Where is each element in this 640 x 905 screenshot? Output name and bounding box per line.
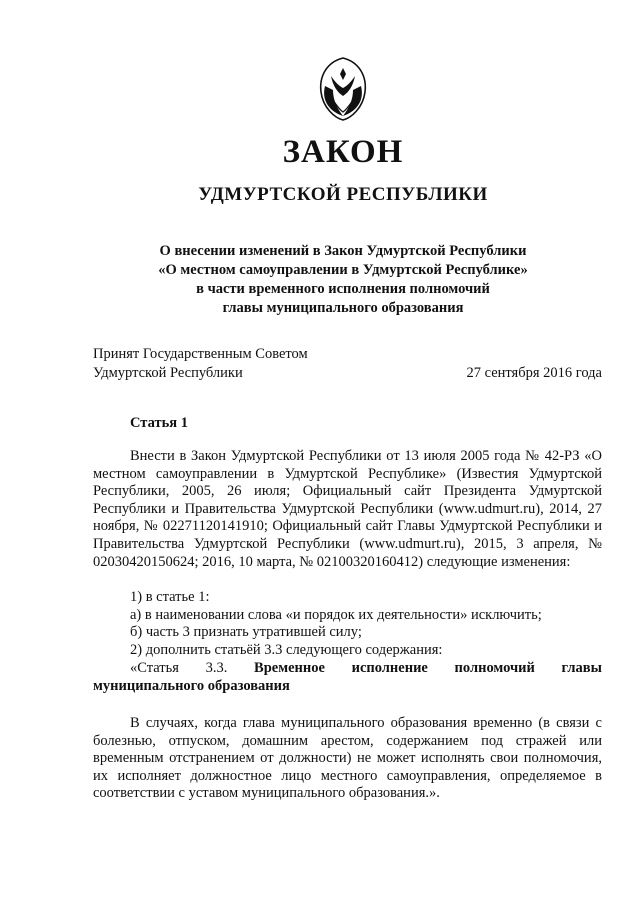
heading-word: 3.3. (205, 660, 228, 676)
heading-word: «Статья (130, 660, 179, 676)
new-article-paragraph: В случаях, когда глава муниципального образования временно (в связи с болезнью, отпуском, домашним арестом, содержанием под стражей или временным отстранением от должности) не может исполнять свои полномочия, их исполняет должностное лицо местного самоуправления, определяемое в соответствии с уставом муниципального образования.». (93, 715, 602, 802)
article-intro (93, 448, 602, 571)
new-article-body (93, 715, 602, 803)
article-heading: Статья 1 (130, 415, 188, 431)
amendments-list (93, 589, 602, 659)
law-title: ЗАКОН (282, 134, 404, 170)
subject-line: в части временного исполнения полномочий (196, 281, 490, 297)
heading-word: главы (561, 660, 602, 676)
new-article-heading-continuation: муниципального образования (93, 677, 290, 694)
new-article-heading-line (93, 660, 602, 678)
law-subject (0, 242, 640, 318)
adoption-line-2: Удмуртской Республики (93, 365, 243, 381)
list-item: а) в наименовании слова «и порядок их деятельности» исключить; (130, 606, 542, 623)
heading-word: Временное (254, 660, 325, 676)
list-item: б) часть 3 признать утратившей силу; (130, 624, 362, 641)
heading-word: полномочий (454, 660, 535, 676)
heading-word: исполнение (351, 660, 428, 676)
list-item: 1) в статье 1: (130, 589, 210, 605)
new-article-heading (93, 660, 602, 695)
subject-line: О внесении изменений в Закон Удмуртской Республики (159, 243, 527, 259)
coat-of-arms-emblem (313, 56, 373, 122)
adoption-line-1: Принят Государственным Советом (93, 346, 308, 362)
subject-line: главы муниципального образования (222, 300, 464, 316)
subject-line: «О местном самоуправлении в Удмуртской Республике» (158, 262, 528, 278)
list-item: 2) дополнить статьёй 3.3 следующего содержания: (130, 641, 443, 658)
adoption-block (93, 345, 308, 383)
adoption-date: 27 сентября 2016 года (466, 365, 602, 381)
intro-paragraph: Внести в Закон Удмуртской Республики от 13 июля 2005 года № 42-РЗ «О местном самоуправлении в Удмуртской Республике» (Известия Удмуртской Республики, 2005, 26 июля; Официальный сайт Президента Удмуртской Республики и Правительства Удмуртской Республики (www.udmurt.ru), 2014, 27 ноября, № 02271120141910; Официальный сайт Главы Удмуртской Республики и Правительства Удмуртской Республики (www.udmurt.ru), 2015, 3 апреля, № 02030420150624; 2016, 10 марта, № 02100320160412) следующие изменения: (93, 448, 602, 570)
law-subtitle: УДМУРТСКОЙ РЕСПУБЛИКИ (198, 184, 488, 205)
